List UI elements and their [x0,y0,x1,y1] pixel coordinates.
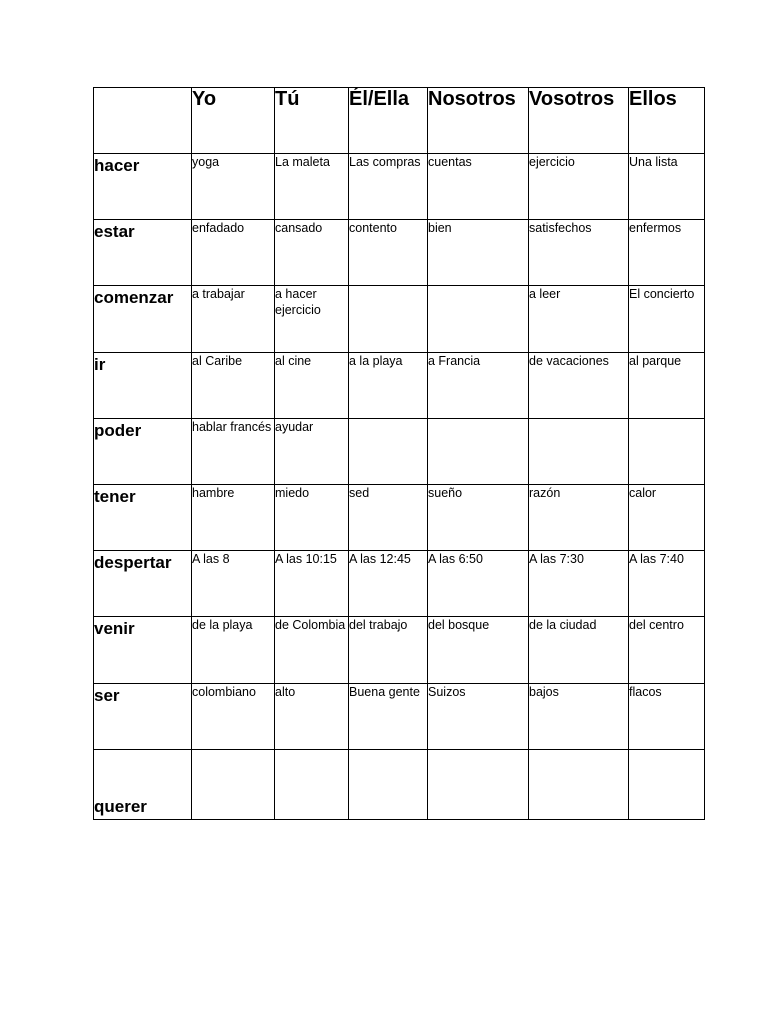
table-cell: hablar francés [192,419,275,485]
verb-label: comenzar [94,286,192,353]
verb-label: poder [94,419,192,485]
table-cell [629,750,705,820]
table-cell: Suizos [428,684,529,750]
header-yo: Yo [192,88,275,154]
table-row [94,286,705,353]
table-row [94,485,705,551]
table-cell: a leer [529,286,629,353]
table-cell: bien [428,220,529,286]
header-row [94,88,705,154]
table-cell: calor [629,485,705,551]
table-cell: a trabajar [192,286,275,353]
verb-label: ser [94,684,192,750]
table-cell [529,750,629,820]
verb-label: venir [94,617,192,684]
table-cell [428,286,529,353]
table-cell: A las 7:30 [529,551,629,617]
table-cell [629,419,705,485]
table-cell: satisfechos [529,220,629,286]
table-cell: de Colombia [275,617,349,684]
table-cell: A las 8 [192,551,275,617]
table-cell: sueño [428,485,529,551]
table-cell: La maleta [275,154,349,220]
verb-label: tener [94,485,192,551]
verb-label: querer [94,750,192,820]
table-cell: ejercicio [529,154,629,220]
verb-label: estar [94,220,192,286]
table-cell: enfermos [629,220,705,286]
table-cell [349,750,428,820]
verb-label: hacer [94,154,192,220]
table-cell: colombiano [192,684,275,750]
table-cell [349,286,428,353]
table-cell: al parque [629,353,705,419]
table-cell: a hacer ejercicio [275,286,349,353]
table-row [94,684,705,750]
table-cell: a Francia [428,353,529,419]
header-tu: Tú [275,88,349,154]
table-cell [192,750,275,820]
table-cell: Las compras [349,154,428,220]
table-cell [428,750,529,820]
verb-label: despertar [94,551,192,617]
table-cell [349,419,428,485]
conjugation-table [93,87,705,820]
table-cell: sed [349,485,428,551]
table-cell: cuentas [428,154,529,220]
table-cell: del trabajo [349,617,428,684]
table-cell: contento [349,220,428,286]
table-row [94,617,705,684]
table-cell [275,750,349,820]
header-nosotros: Nosotros [428,88,529,154]
table-cell: de la playa [192,617,275,684]
table-cell: Una lista [629,154,705,220]
header-corner [94,88,192,154]
table-cell: de vacaciones [529,353,629,419]
table-cell: flacos [629,684,705,750]
header-el-ella: Él/Ella [349,88,428,154]
table-row [94,419,705,485]
table-cell: El concierto [629,286,705,353]
table-row [94,353,705,419]
table-cell: bajos [529,684,629,750]
table-cell [428,419,529,485]
verb-label: ir [94,353,192,419]
table-cell: del centro [629,617,705,684]
table-cell: al Caribe [192,353,275,419]
table-row [94,551,705,617]
table-cell: razón [529,485,629,551]
table-cell: a la playa [349,353,428,419]
table-cell: miedo [275,485,349,551]
table-cell: A las 6:50 [428,551,529,617]
table-cell: ayudar [275,419,349,485]
table-cell [529,419,629,485]
table-cell: A las 7:40 [629,551,705,617]
table-cell: enfadado [192,220,275,286]
header-ellos: Ellos [629,88,705,154]
table-cell: A las 12:45 [349,551,428,617]
header-vosotros: Vosotros [529,88,629,154]
table-cell: de la ciudad [529,617,629,684]
table-cell: del bosque [428,617,529,684]
table-cell: alto [275,684,349,750]
table-cell: hambre [192,485,275,551]
table-row [94,750,705,820]
table-cell: cansado [275,220,349,286]
table-row [94,154,705,220]
table-cell: al cine [275,353,349,419]
table-cell: A las 10:15 [275,551,349,617]
table-row [94,220,705,286]
table-cell: Buena gente [349,684,428,750]
table-cell: yoga [192,154,275,220]
